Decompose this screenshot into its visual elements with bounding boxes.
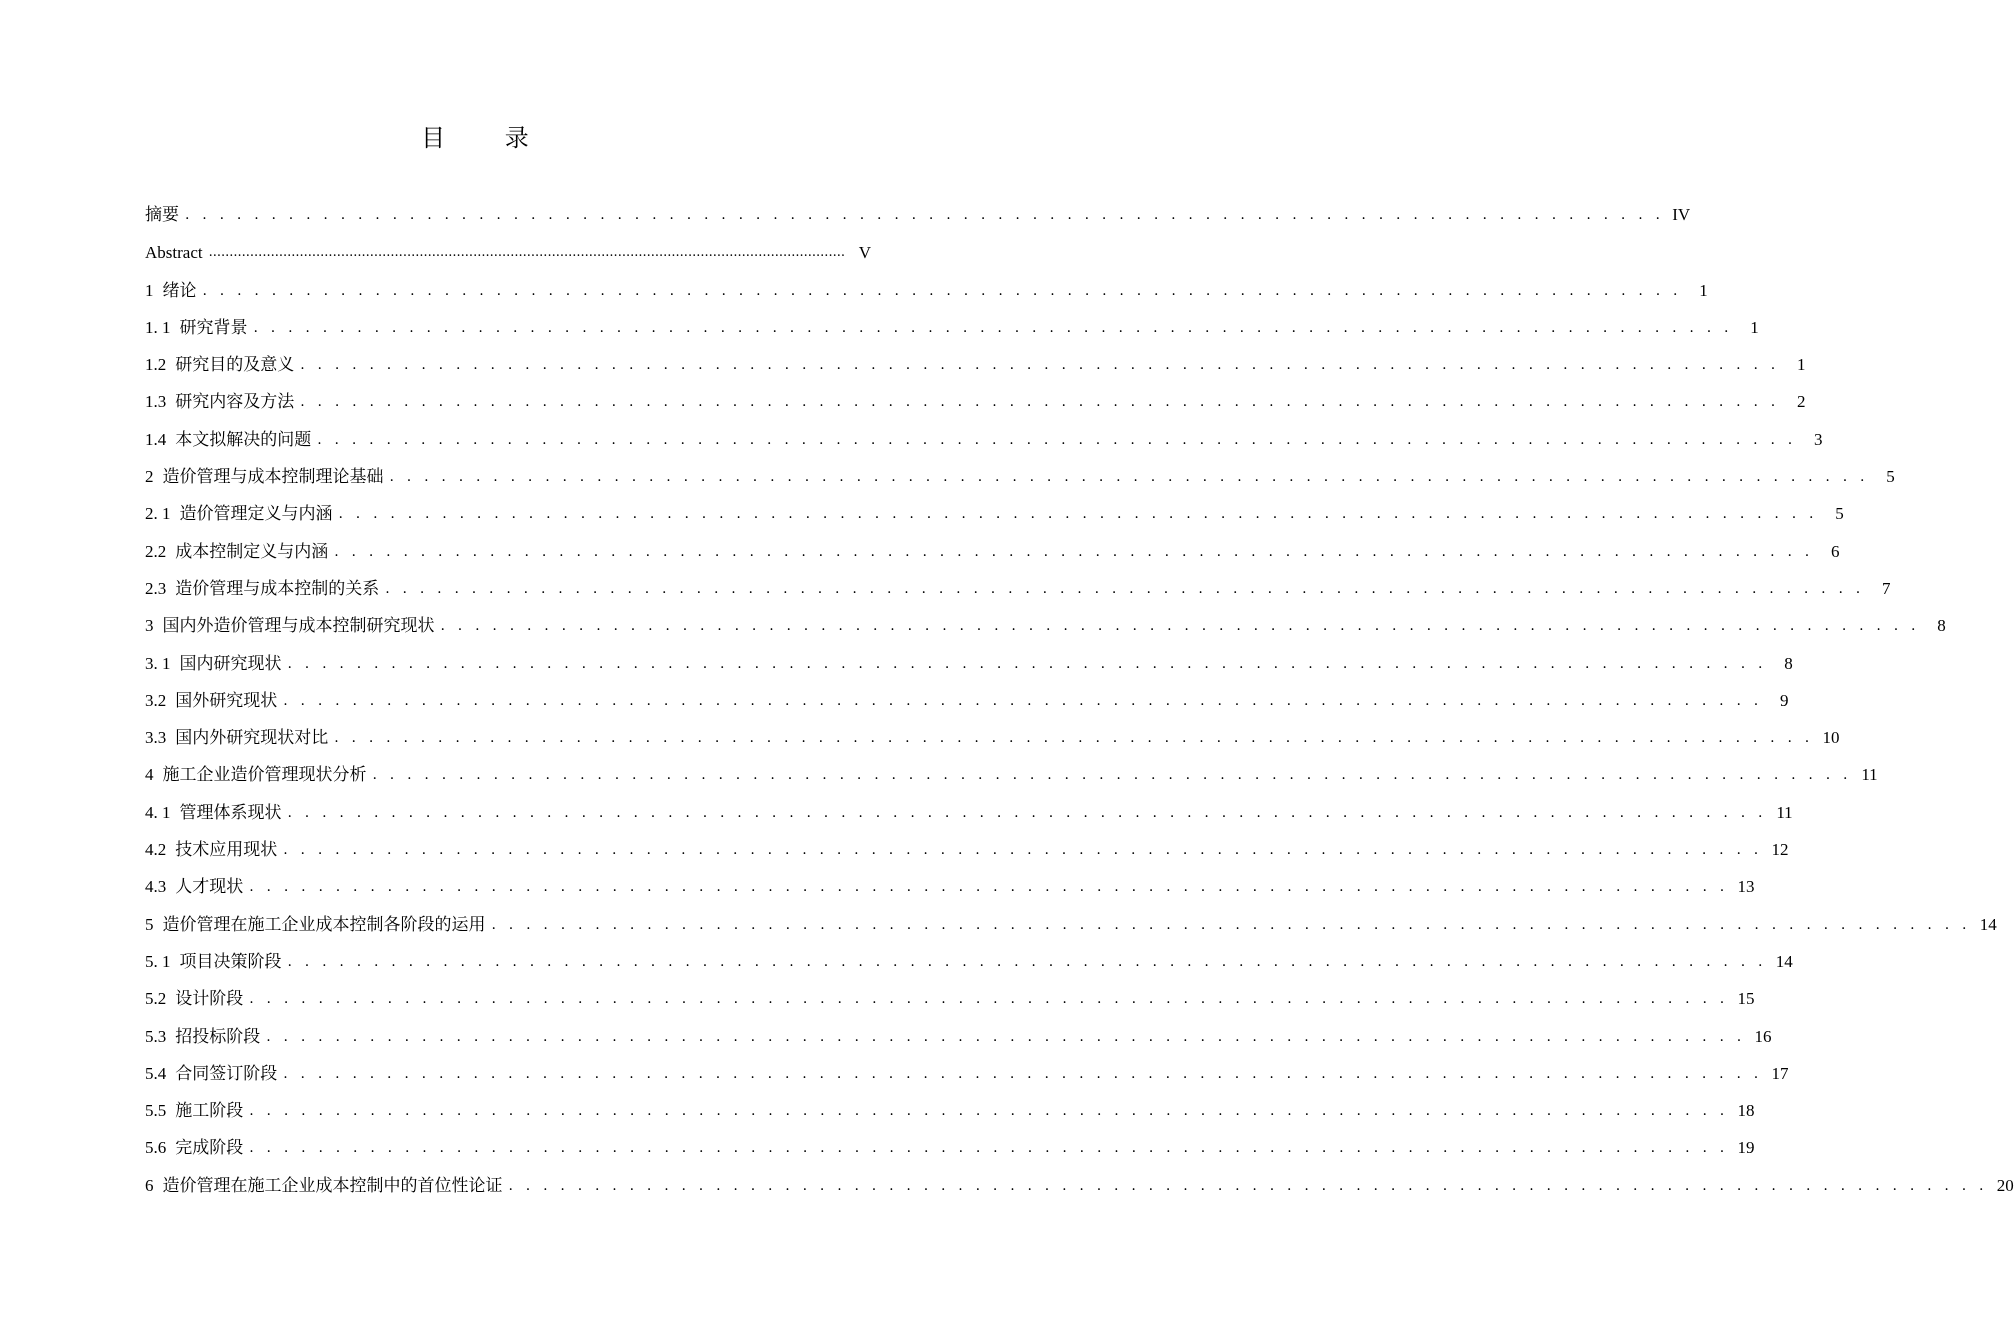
toc-entry-label <box>145 1025 266 1049</box>
toc-entry-page-number: 11 <box>1861 765 1878 785</box>
toc-entry-number: 1 <box>145 280 154 300</box>
toc-entry-text: 造价管理与成本控制理论基础 <box>162 467 384 488</box>
toc-entry-text: 技术应用现状 <box>175 840 278 861</box>
toc-entry-label <box>145 1136 249 1160</box>
toc-entry-label <box>145 241 209 265</box>
toc-dot-leader: . . . . . . . . . . . . . . . . . . . . . . . . . . . . . . . . . . . . . . . . . . . . . . . . . . . . . . . . . . . . . . . . . . . . . . . . . . . . . . . . . . . . . . <box>283 1065 1763 1082</box>
toc-dot-leader: . . . . . . . . . . . . . . . . . . . . . . . . . . . . . . . . . . . . . . . . . . . . . . . . . . . . . . . . . . . . . . . . . . . . . . . . . . . . . . . . . . . . . . <box>283 842 1763 859</box>
toc-entry[interactable] <box>145 227 871 265</box>
toc-entry-label <box>145 689 283 713</box>
toc-entry[interactable] <box>145 377 1806 414</box>
toc-entry-text: 施工企业造价管理现状分析 <box>162 765 367 786</box>
toc-dot-leader: . . . . . . . . . . . . . . . . . . . . . . . . . . . . . . . . . . . . . . . . . . . . . . . . . . . . . . . . . . . . . . . . . . . . . . . . . . . . . . . . . . . . . . <box>338 506 1818 523</box>
toc-entry-number: 6 <box>145 1175 154 1195</box>
toc-entry-number: 2.3 <box>145 578 167 598</box>
toc-entry-page-number: 6 <box>1830 541 1840 561</box>
toc-entry[interactable] <box>145 713 1840 750</box>
toc-entry-number: 2.2 <box>145 541 167 561</box>
toc-entry[interactable] <box>145 974 1755 1011</box>
toc-entry[interactable] <box>145 340 1806 377</box>
toc-dot-leader: . . . . . . . . . . . . . . . . . . . . . . . . . . . . . . . . . . . . . . . . . . . . . . . . . . . . . . . . . . . . . . . . . . . . . . . . . . . . . . . . . . . . . . <box>389 469 1869 486</box>
toc-entry[interactable] <box>145 265 1708 302</box>
toc-entry-text: 人才现状 <box>175 877 244 898</box>
toc-entry[interactable] <box>145 1160 2014 1197</box>
toc-entry-text: 研究背景 <box>179 317 248 338</box>
toc-entry-number: 5.3 <box>145 1026 167 1046</box>
toc-entry-text: 国内外研究现状对比 <box>175 728 329 749</box>
toc-entry[interactable] <box>145 1011 1772 1048</box>
toc-entry-page-number: 16 <box>1754 1026 1772 1046</box>
toc-entry-label <box>145 1099 249 1123</box>
toc-dot-leader: . . . . . . . . . . . . . . . . . . . . . . . . . . . . . . . . . . . . . . . . . . . . . . . . . . . . . . . . . . . . . . . . . . . . . . . . . . . . . . . . . . . . . . <box>334 730 1814 747</box>
toc-entry-text: 完成阶段 <box>175 1138 244 1159</box>
toc-entry-number: 4 <box>145 765 154 785</box>
toc-entry-number: 3 <box>145 616 154 636</box>
toc-entry-number: 3.2 <box>145 690 167 710</box>
toc-entry-page-number: 7 <box>1881 578 1891 598</box>
toc-entry-number: 4. 1 <box>145 802 171 822</box>
toc-entry-page-number: 11 <box>1776 802 1793 822</box>
toc-entry-page-number: 10 <box>1822 728 1840 748</box>
toc-dot-leader: . . . . . . . . . . . . . . . . . . . . . . . . . . . . . . . . . . . . . . . . . . . . . . . . . . . . . . . . . . . . . . . . . . . . . . . . . . . . . . . . . . . . . . <box>249 991 1729 1008</box>
toc-dot-leader: . . . . . . . . . . . . . . . . . . . . . . . . . . . . . . . . . . . . . . . . . . . . . . . . . . . . . . . . . . . . . . . . . . . . . . . . . . . . . . . . . . . . . . <box>249 1103 1729 1120</box>
toc-dot-leader: . . . . . . . . . . . . . . . . . . . . . . . . . . . . . . . . . . . . . . . . . . . . . . . . . . . . . . . . . . . . . . . . . . . . . . . . . . . . . . . . . . . . . . <box>300 394 1780 411</box>
toc-entry[interactable] <box>145 303 1759 340</box>
toc-entry-text: 摘要 <box>145 205 179 226</box>
toc-entry[interactable] <box>145 601 1946 638</box>
toc-entry-number: 1.2 <box>145 355 167 375</box>
toc-dot-leader: . . . . . . . . . . . . . . . . . . . . . . . . . . . . . . . . . . . . . . . . . . . . . . . . . . . . . . . . . . . . . . . . . . . . . . . . . . . . . . . . . . . . . . <box>334 543 1814 560</box>
toc-entry-number: 5.2 <box>145 989 167 1009</box>
toc-entry-text: 造价管理定义与内涵 <box>179 504 333 525</box>
toc-entry-page-number: 1 <box>1699 280 1708 300</box>
toc-entry-page-number: 2 <box>1796 392 1806 412</box>
toc-entry[interactable] <box>145 676 1789 713</box>
toc-entry-text: 合同签订阶段 <box>175 1063 278 1084</box>
toc-entry[interactable] <box>145 489 1844 526</box>
toc-entry-label <box>145 652 288 676</box>
toc-dot-leader: . . . . . . . . . . . . . . . . . . . . . . . . . . . . . . . . . . . . . . . . . . . . . . . . . . . . . . . . . . . . . . . . . . . . . . . . . . . . . . . . . . . . . . <box>249 879 1729 896</box>
toc-entry-text: 本文拟解决的问题 <box>175 429 312 450</box>
toc-dot-leader: . . . . . . . . . . . . . . . . . . . . . . . . . . . . . . . . . . . . . . . . . . . . . . . . . . . . . . . . . . . . . . . . . . . . . . . . . . . . . . . . . . . . . . <box>249 1140 1729 1157</box>
toc-entry-label <box>145 502 339 526</box>
toc-entry-page-number: 14 <box>1775 951 1793 971</box>
toc-entry[interactable] <box>145 1086 1755 1123</box>
toc-entry-text: 国内研究现状 <box>179 653 282 674</box>
toc-entry[interactable] <box>145 452 1895 489</box>
toc-entry-number: 1.4 <box>145 429 167 449</box>
toc-entry-label <box>145 875 249 899</box>
toc-entry-number: 4.3 <box>145 877 167 897</box>
toc-entry-label <box>145 540 334 564</box>
table-of-contents <box>145 190 2014 1198</box>
toc-entry-label <box>145 614 441 638</box>
toc-entry-page-number: 13 <box>1737 877 1755 897</box>
toc-entry-label <box>145 353 300 377</box>
toc-dot-leader: . . . . . . . . . . . . . . . . . . . . . . . . . . . . . . . . . . . . . . . . . . . . . . . . . . . . . . . . . . . . . . . . . . . . . . . . . . . . . . . . . . . . . . <box>491 916 1971 933</box>
toc-entry-number: 5. 1 <box>145 951 171 971</box>
toc-entry[interactable] <box>145 1123 1755 1160</box>
toc-entry-number: 2 <box>145 467 154 487</box>
toc-dot-leader: . . . . . . . . . . . . . . . . . . . . . . . . . . . . . . . . . . . . . . . . . . . . . . . . . . . . . . . . . . . . . . . . . . . . . . . . . . . . . . . . . . . . . . <box>202 282 1682 299</box>
toc-entry-page-number: 17 <box>1771 1063 1789 1083</box>
toc-entry[interactable] <box>145 414 1823 451</box>
toc-entry-label <box>145 465 390 489</box>
toc-dot-leader: . . . . . . . . . . . . . . . . . . . . . . . . . . . . . . . . . . . . . . . . . . . . . . . . . . . . . . . . . . . . . . . . . . . . . . . . . . . . . . . . . . . . . . <box>287 804 1767 821</box>
toc-entry[interactable] <box>145 638 1793 675</box>
toc-entry[interactable] <box>145 937 1793 974</box>
toc-dot-leader: . . . . . . . . . . . . . . . . . . . . . . . . . . . . . . . . . . . . . . . . . . . . . . . . . . . . . . . . . . . . . . . . . . . . . . . . . . . . . . . . . . . . . . <box>508 1177 1988 1194</box>
toc-entry-label <box>145 726 334 750</box>
toc-dot-leader: . . . . . . . . . . . . . . . . . . . . . . . . . . . . . . . . . . . . . . . . . . . . . . . . . . . . . . . . . . . . . . . . . . . . . . . . . . . . . . . . . . . . . . <box>300 357 1780 374</box>
toc-dot-leader: . . . . . . . . . . . . . . . . . . . . . . . . . . . . . . . . . . . . . . . . . . . . . . . . . . . . . . . . . . . . . . . . . . . . . . . . . . . . . . . . . . . . . . <box>266 1028 1746 1045</box>
toc-entry-page-number: 1 <box>1796 355 1806 375</box>
toc-entry-text: 国外研究现状 <box>175 690 278 711</box>
toc-entry-label <box>145 913 492 937</box>
toc-dot-leader: . . . . . . . . . . . . . . . . . . . . . . . . . . . . . . . . . . . . . . . . . . . . . . . . . . . . . . . . . . . . . . . . . . . . . . . . . . . . . . . . . . . . . . <box>283 692 1763 709</box>
toc-entry-number: 5.6 <box>145 1138 167 1158</box>
toc-entry-label <box>145 763 373 787</box>
toc-dot-leader: . . . . . . . . . . . . . . . . . . . . . . . . . . . . . . . . . . . . . . . . . . . . . . . . . . . . . . . . . . . . . . . . . . . . . . . . . . . . . . . . . . . . . . <box>185 207 1665 224</box>
toc-entry-text: 造价管理与成本控制的关系 <box>175 578 380 599</box>
toc-entry-page-number: 15 <box>1737 989 1755 1009</box>
toc-dot-leader: . . . . . . . . . . . . . . . . . . . . . . . . . . . . . . . . . . . . . . . . . . . . . . . . . . . . . . . . . . . . . . . . . . . . . . . . . . . . . . . . . . . . . . <box>385 580 1865 597</box>
toc-entry-label <box>145 316 254 340</box>
toc-entry-text: 造价管理在施工企业成本控制中的首位性论证 <box>162 1175 503 1196</box>
toc-entry-page-number: IV <box>1672 205 1691 225</box>
toc-entry-page-number: 12 <box>1771 840 1789 860</box>
toc-entry[interactable] <box>145 190 1691 227</box>
toc-entry-label <box>145 838 283 862</box>
toc-entry[interactable] <box>145 899 1997 936</box>
toc-dot-leader: .......................................................................................................................................................... <box>208 245 845 261</box>
toc-entry-text: 设计阶段 <box>175 989 244 1010</box>
toc-entry-label <box>145 1174 509 1198</box>
toc-entry-label <box>145 950 288 974</box>
toc-entry-label <box>145 577 385 601</box>
toc-entry-text: 绪论 <box>162 280 197 301</box>
toc-entry-label <box>145 390 300 414</box>
toc-dot-leader: . . . . . . . . . . . . . . . . . . . . . . . . . . . . . . . . . . . . . . . . . . . . . . . . . . . . . . . . . . . . . . . . . . . . . . . . . . . . . . . . . . . . . . <box>440 618 1920 635</box>
toc-dot-leader: . . . . . . . . . . . . . . . . . . . . . . . . . . . . . . . . . . . . . . . . . . . . . . . . . . . . . . . . . . . . . . . . . . . . . . . . . . . . . . . . . . . . . . <box>287 655 1767 672</box>
toc-entry[interactable] <box>145 526 1840 563</box>
toc-entry-number: 2. 1 <box>145 504 171 524</box>
toc-entry-text: Abstract <box>145 243 203 263</box>
toc-entry-number: 1.3 <box>145 392 167 412</box>
toc-entry-text: 国内外造价管理与成本控制研究现状 <box>162 616 435 637</box>
toc-entry-page-number: 19 <box>1737 1138 1755 1158</box>
toc-entry[interactable] <box>145 1049 1789 1086</box>
toc-entry-page-number: 9 <box>1779 690 1789 710</box>
toc-entry-number: 3. 1 <box>145 653 171 673</box>
toc-dot-leader: . . . . . . . . . . . . . . . . . . . . . . . . . . . . . . . . . . . . . . . . . . . . . . . . . . . . . . . . . . . . . . . . . . . . . . . . . . . . . . . . . . . . . . <box>372 767 1852 784</box>
toc-entry-text: 研究内容及方法 <box>175 392 295 413</box>
page-title: 目 录 <box>421 124 555 152</box>
toc-dot-leader: . . . . . . . . . . . . . . . . . . . . . . . . . . . . . . . . . . . . . . . . . . . . . . . . . . . . . . . . . . . . . . . . . . . . . . . . . . . . . . . . . . . . . . <box>253 319 1733 336</box>
toc-entry-page-number: 3 <box>1813 429 1823 449</box>
toc-entry-text: 招投标阶段 <box>175 1026 261 1047</box>
toc-entry-number: 1. 1 <box>145 317 171 337</box>
toc-entry-number: 5.4 <box>145 1063 167 1083</box>
toc-entry-number: 3.3 <box>145 728 167 748</box>
toc-entry[interactable] <box>145 564 1891 601</box>
toc-dot-leader: . . . . . . . . . . . . . . . . . . . . . . . . . . . . . . . . . . . . . . . . . . . . . . . . . . . . . . . . . . . . . . . . . . . . . . . . . . . . . . . . . . . . . . <box>317 431 1797 448</box>
toc-entry-page-number: 5 <box>1835 504 1844 524</box>
toc-entry-text: 管理体系现状 <box>179 802 282 823</box>
toc-entry-label <box>145 801 288 825</box>
toc-entry-page-number: V <box>858 243 871 263</box>
toc-entry-page-number: 20 <box>1996 1175 2014 1195</box>
toc-entry-text: 成本控制定义与内涵 <box>175 541 329 562</box>
toc-entry-label <box>145 279 203 303</box>
toc-entry-label <box>145 987 249 1011</box>
toc-entry-page-number: 14 <box>1979 914 1997 934</box>
toc-entry-page-number: 18 <box>1737 1101 1755 1121</box>
toc-entry-number: 4.2 <box>145 840 167 860</box>
toc-dot-leader: . . . . . . . . . . . . . . . . . . . . . . . . . . . . . . . . . . . . . . . . . . . . . . . . . . . . . . . . . . . . . . . . . . . . . . . . . . . . . . . . . . . . . . <box>287 953 1767 970</box>
toc-entry-page-number: 5 <box>1886 467 1895 487</box>
toc-entry-page-number: 8 <box>1937 616 1946 636</box>
toc-entry-text: 项目决策阶段 <box>179 951 282 972</box>
toc-entry-label <box>145 1062 283 1086</box>
toc-entry[interactable] <box>145 862 1755 899</box>
toc-entry-page-number: 1 <box>1750 317 1759 337</box>
toc-entry-number: 5 <box>145 914 154 934</box>
toc-entry-label <box>145 428 317 452</box>
toc-entry-label <box>145 203 185 227</box>
toc-entry-page-number: 8 <box>1784 653 1793 673</box>
toc-entry-text: 造价管理在施工企业成本控制各阶段的运用 <box>162 914 486 935</box>
toc-entry[interactable] <box>145 750 1878 787</box>
toc-entry-text: 施工阶段 <box>175 1101 244 1122</box>
toc-entry[interactable] <box>145 825 1789 862</box>
toc-entry[interactable] <box>145 787 1793 824</box>
toc-entry-number: 5.5 <box>145 1101 167 1121</box>
toc-entry-text: 研究目的及意义 <box>175 355 295 376</box>
